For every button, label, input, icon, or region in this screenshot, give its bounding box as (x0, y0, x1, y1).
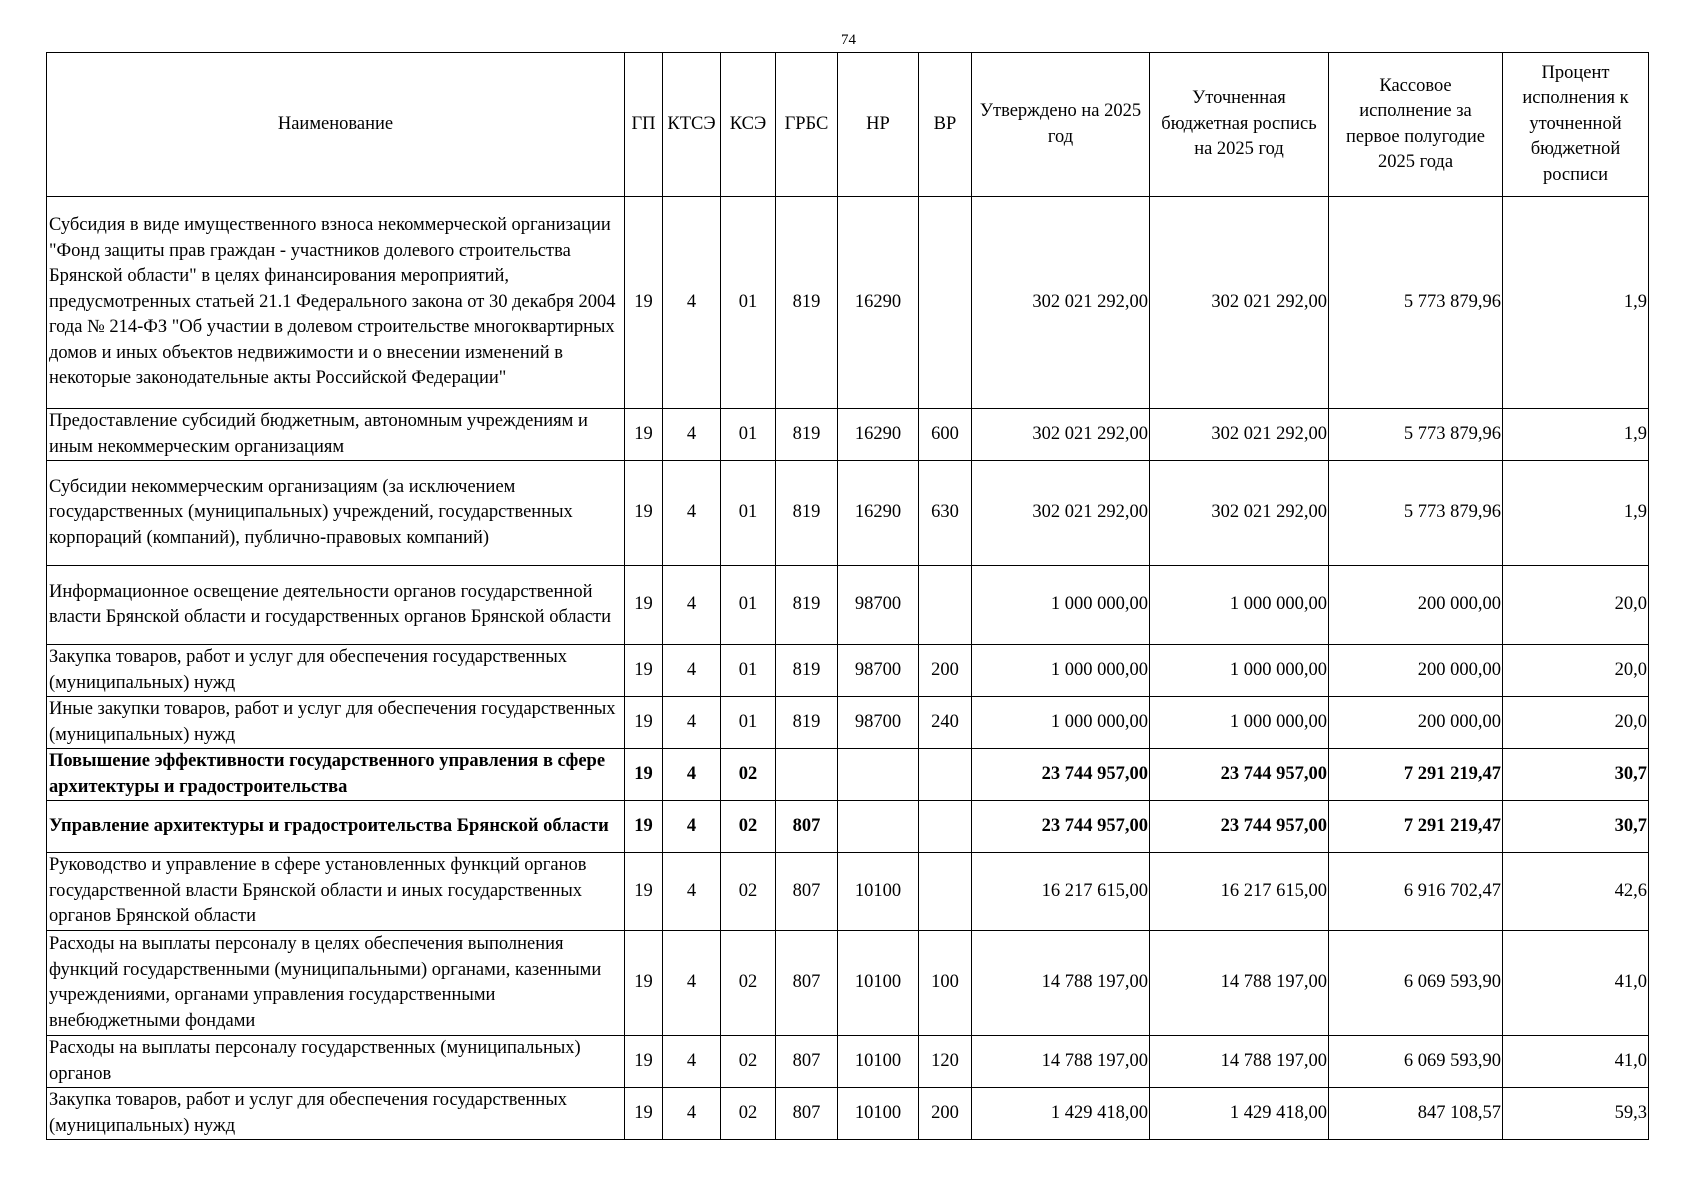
cell-kse: 01 (721, 566, 776, 645)
cell-gp: 19 (625, 409, 663, 461)
cell-nr: 16290 (838, 409, 919, 461)
cell-cash: 200 000,00 (1329, 645, 1503, 697)
budget-table (46, 52, 1649, 1140)
cell-cash: 7 291 219,47 (1329, 749, 1503, 801)
cell-name: Руководство и управление в сфере установленных функций органов государственной власти Брянской области и иных государственных органов Брянской области (47, 853, 625, 931)
cell-grbs: 819 (776, 645, 838, 697)
cell-vr (919, 853, 972, 931)
cell-ktse: 4 (663, 931, 721, 1036)
cell-nr (838, 801, 919, 853)
cell-kse: 01 (721, 697, 776, 749)
col-header-approved: Утверждено на 2025 год (972, 53, 1150, 197)
cell-nr: 10100 (838, 853, 919, 931)
cell-grbs: 819 (776, 461, 838, 566)
cell-percent: 20,0 (1503, 645, 1649, 697)
cell-vr (919, 749, 972, 801)
cell-gp: 19 (625, 1088, 663, 1140)
cell-ktse: 4 (663, 197, 721, 409)
cell-kse: 02 (721, 749, 776, 801)
cell-vr: 630 (919, 461, 972, 566)
col-header-grbs: ГРБС (776, 53, 838, 197)
cell-cash: 6 916 702,47 (1329, 853, 1503, 931)
cell-vr: 600 (919, 409, 972, 461)
cell-cash: 6 069 593,90 (1329, 1036, 1503, 1088)
cell-refined: 14 788 197,00 (1150, 931, 1329, 1036)
cell-grbs: 807 (776, 1088, 838, 1140)
cell-grbs: 819 (776, 566, 838, 645)
cell-ktse: 4 (663, 566, 721, 645)
cell-refined: 302 021 292,00 (1150, 409, 1329, 461)
cell-percent: 59,3 (1503, 1088, 1649, 1140)
col-header-gp: ГП (625, 53, 663, 197)
cell-cash: 7 291 219,47 (1329, 801, 1503, 853)
table-row (47, 645, 1649, 697)
cell-refined: 1 000 000,00 (1150, 645, 1329, 697)
cell-refined: 1 429 418,00 (1150, 1088, 1329, 1140)
cell-nr: 98700 (838, 697, 919, 749)
cell-name: Субсидии некоммерческим организациям (за исключением государственных (муниципальных) учреждений, государственных корпораций (компаний), публично-правовых компаний) (47, 461, 625, 566)
cell-percent: 1,9 (1503, 197, 1649, 409)
cell-percent: 20,0 (1503, 566, 1649, 645)
cell-gp: 19 (625, 566, 663, 645)
cell-approved: 1 000 000,00 (972, 566, 1150, 645)
cell-refined: 302 021 292,00 (1150, 461, 1329, 566)
cell-gp: 19 (625, 461, 663, 566)
cell-nr: 98700 (838, 645, 919, 697)
cell-gp: 19 (625, 931, 663, 1036)
cell-kse: 01 (721, 197, 776, 409)
cell-name: Предоставление субсидий бюджетным, автономным учреждениям и иным некоммерческим организациям (47, 409, 625, 461)
cell-vr: 200 (919, 645, 972, 697)
cell-grbs (776, 749, 838, 801)
cell-grbs: 807 (776, 853, 838, 931)
cell-vr: 240 (919, 697, 972, 749)
cell-approved: 302 021 292,00 (972, 409, 1150, 461)
cell-percent: 30,7 (1503, 749, 1649, 801)
cell-refined: 302 021 292,00 (1150, 197, 1329, 409)
cell-nr: 16290 (838, 197, 919, 409)
cell-gp: 19 (625, 197, 663, 409)
table-row (47, 931, 1649, 1036)
cell-approved: 14 788 197,00 (972, 931, 1150, 1036)
cell-grbs: 807 (776, 801, 838, 853)
col-header-nr: НР (838, 53, 919, 197)
cell-vr (919, 197, 972, 409)
cell-vr (919, 566, 972, 645)
cell-cash: 5 773 879,96 (1329, 197, 1503, 409)
cell-approved: 1 429 418,00 (972, 1088, 1150, 1140)
cell-vr: 120 (919, 1036, 972, 1088)
cell-percent: 1,9 (1503, 461, 1649, 566)
cell-refined: 23 744 957,00 (1150, 801, 1329, 853)
cell-gp: 19 (625, 853, 663, 931)
cell-cash: 5 773 879,96 (1329, 409, 1503, 461)
cell-refined: 23 744 957,00 (1150, 749, 1329, 801)
page-number: 74 (841, 32, 856, 48)
table-row (47, 409, 1649, 461)
cell-grbs: 819 (776, 197, 838, 409)
table-row (47, 461, 1649, 566)
table-row (47, 1088, 1649, 1140)
cell-nr: 10100 (838, 931, 919, 1036)
cell-ktse: 4 (663, 645, 721, 697)
cell-ktse: 4 (663, 1036, 721, 1088)
cell-nr: 10100 (838, 1036, 919, 1088)
cell-kse: 01 (721, 409, 776, 461)
cell-ktse: 4 (663, 749, 721, 801)
cell-grbs: 819 (776, 409, 838, 461)
cell-gp: 19 (625, 749, 663, 801)
cell-approved: 14 788 197,00 (972, 1036, 1150, 1088)
cell-kse: 01 (721, 461, 776, 566)
cell-cash: 200 000,00 (1329, 566, 1503, 645)
col-header-name: Наименование (47, 53, 625, 197)
cell-name: Иные закупки товаров, работ и услуг для обеспечения государственных (муниципальных) нужд (47, 697, 625, 749)
cell-name: Закупка товаров, работ и услуг для обеспечения государственных (муниципальных) нужд (47, 645, 625, 697)
cell-name: Информационное освещение деятельности органов государственной власти Брянской области и государственных органов Брянской области (47, 566, 625, 645)
col-header-vr: ВР (919, 53, 972, 197)
col-header-percent: Процент исполнения к уточненной бюджетной росписи (1503, 53, 1649, 197)
cell-ktse: 4 (663, 1088, 721, 1140)
cell-percent: 42,6 (1503, 853, 1649, 931)
cell-grbs: 807 (776, 931, 838, 1036)
cell-gp: 19 (625, 801, 663, 853)
cell-refined: 1 000 000,00 (1150, 697, 1329, 749)
cell-kse: 02 (721, 1088, 776, 1140)
cell-refined: 14 788 197,00 (1150, 1036, 1329, 1088)
table-row (47, 801, 1649, 853)
cell-approved: 1 000 000,00 (972, 697, 1150, 749)
cell-cash: 847 108,57 (1329, 1088, 1503, 1140)
table-row (47, 697, 1649, 749)
cell-approved: 302 021 292,00 (972, 197, 1150, 409)
cell-name: Закупка товаров, работ и услуг для обеспечения государственных (муниципальных) нужд (47, 1088, 625, 1140)
cell-gp: 19 (625, 697, 663, 749)
cell-percent: 1,9 (1503, 409, 1649, 461)
cell-nr: 16290 (838, 461, 919, 566)
cell-approved: 16 217 615,00 (972, 853, 1150, 931)
cell-name: Повышение эффективности государственного управления в сфере архитектуры и градостроительства (47, 749, 625, 801)
cell-vr (919, 801, 972, 853)
cell-grbs: 807 (776, 1036, 838, 1088)
table-row (47, 853, 1649, 931)
cell-vr: 100 (919, 931, 972, 1036)
cell-percent: 30,7 (1503, 801, 1649, 853)
cell-refined: 1 000 000,00 (1150, 566, 1329, 645)
header-row (47, 53, 1649, 197)
col-header-cash: Кассовое исполнение за первое полугодие 2025 года (1329, 53, 1503, 197)
table-row (47, 197, 1649, 409)
cell-approved: 1 000 000,00 (972, 645, 1150, 697)
cell-cash: 5 773 879,96 (1329, 461, 1503, 566)
cell-cash: 6 069 593,90 (1329, 931, 1503, 1036)
cell-gp: 19 (625, 1036, 663, 1088)
cell-grbs: 819 (776, 697, 838, 749)
table-row (47, 1036, 1649, 1088)
cell-ktse: 4 (663, 409, 721, 461)
cell-kse: 02 (721, 931, 776, 1036)
cell-ktse: 4 (663, 461, 721, 566)
cell-name: Расходы на выплаты персоналу государственных (муниципальных) органов (47, 1036, 625, 1088)
table-row (47, 749, 1649, 801)
cell-cash: 200 000,00 (1329, 697, 1503, 749)
col-header-ktse: КТСЭ (663, 53, 721, 197)
cell-percent: 41,0 (1503, 1036, 1649, 1088)
cell-nr (838, 749, 919, 801)
cell-nr: 98700 (838, 566, 919, 645)
cell-ktse: 4 (663, 801, 721, 853)
cell-name: Расходы на выплаты персоналу в целях обеспечения выполнения функций государственными (муниципальными) органами, казенными учреждениями, органами управления государственными внебюджетными фондами (47, 931, 625, 1036)
cell-approved: 23 744 957,00 (972, 749, 1150, 801)
cell-kse: 02 (721, 1036, 776, 1088)
cell-approved: 302 021 292,00 (972, 461, 1150, 566)
cell-ktse: 4 (663, 853, 721, 931)
cell-name: Субсидия в виде имущественного взноса некоммерческой организации "Фонд защиты прав граждан - участников долевого строительства Брянской области" в целях финансирования мероприятий, предусмотренных статьей 21.1 Федерального закона от 30 декабря 2004 года № 214-ФЗ "Об участии в долевом строительстве многоквартирных домов и иных объектов недвижимости и о внесении изменений в некоторые законодательные акты Российской Федерации" (47, 197, 625, 409)
cell-name: Управление архитектуры и градостроительства Брянской области (47, 801, 625, 853)
cell-nr: 10100 (838, 1088, 919, 1140)
cell-kse: 02 (721, 801, 776, 853)
cell-vr: 200 (919, 1088, 972, 1140)
cell-approved: 23 744 957,00 (972, 801, 1150, 853)
col-header-kse: КСЭ (721, 53, 776, 197)
table-row (47, 566, 1649, 645)
cell-refined: 16 217 615,00 (1150, 853, 1329, 931)
cell-kse: 02 (721, 853, 776, 931)
cell-gp: 19 (625, 645, 663, 697)
cell-percent: 20,0 (1503, 697, 1649, 749)
col-header-refined: Уточненная бюджетная роспись на 2025 год (1150, 53, 1329, 197)
cell-kse: 01 (721, 645, 776, 697)
cell-ktse: 4 (663, 697, 721, 749)
cell-percent: 41,0 (1503, 931, 1649, 1036)
